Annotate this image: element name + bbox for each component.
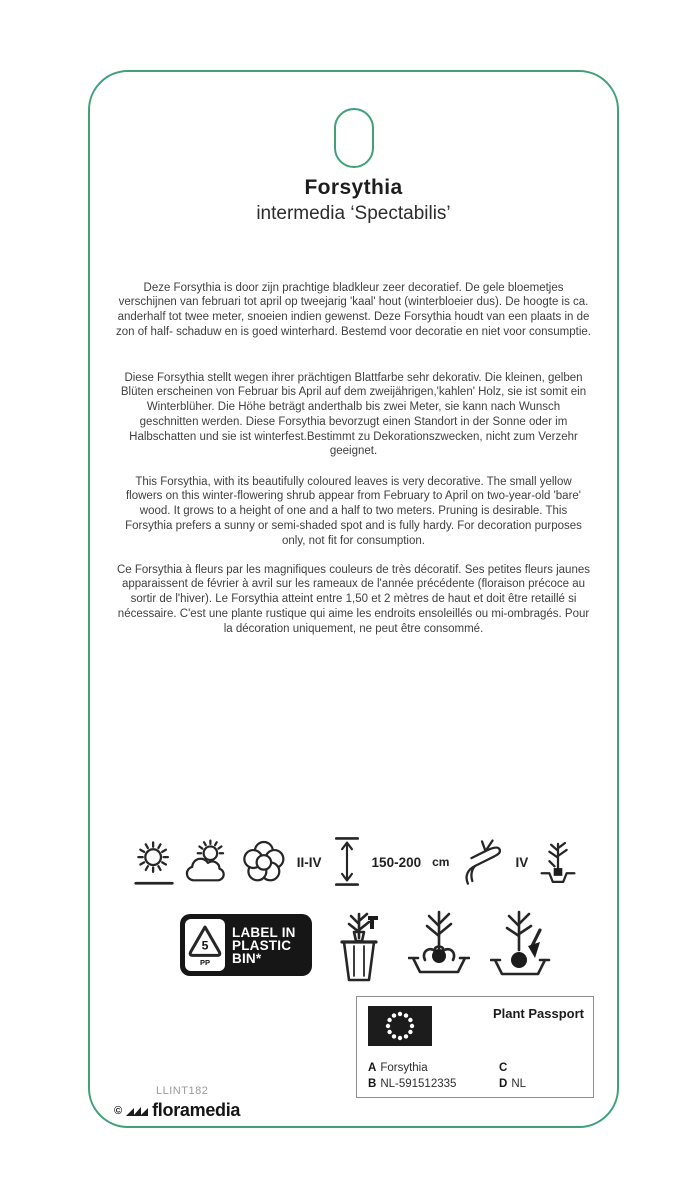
height-unit: cm	[432, 855, 450, 869]
print-code: LLINT182	[156, 1085, 209, 1097]
passport-field-d: D NL	[499, 1078, 527, 1090]
plant-with-trowel-icon	[490, 904, 552, 986]
eu-flag-icon	[368, 1006, 432, 1046]
copyright-symbol: ©	[114, 1104, 123, 1117]
passport-field-c: C	[499, 1062, 508, 1074]
plant-passport-title: Plant Passport	[492, 1006, 584, 1021]
passport-field-b: B NL-591512335	[368, 1078, 457, 1090]
label-in-plastic-bin-badge	[180, 914, 312, 976]
description-german: Diese Forsythia stellt wegen ihrer prächtigen Blattfarbe sehr dekorativ. Die kleinen, gelben Blüten erscheinen von Februar bis April auf dem zweijährigen,'kahlen' Holz, sie ist somit ein Winterblüher. Die Höhe beträgt anderthalb bis zwei Meter, sie kann nach Wunsch geschnitten werden. Diese Forsythia bevorzugt einen Standort in der Sonne oder im Halbschatten und sie ist winterfest.Bestimmt zu Dekorationszwecken, nicht zum Verzehr geeignet.	[120, 371, 587, 458]
plant-genus-title: Forsythia	[304, 176, 403, 199]
plant-passport-box	[356, 996, 594, 1098]
description-dutch: Deze Forsythia is door zijn prachtige bladkleur zeer decoratief. De gele bloemetjes verschijnen van februari tot april op tweejarig 'kaal' hout (winterbloeier dus). De hoogte is ca. anderhalf tot twee meter, snoeien indien gewenst. Deze Forsythia houdt van een plaats in de zon of half- schaduw en is goed winterhard. Bestemd voor decoratie en niet voor consumptie.	[116, 281, 591, 338]
plant-label-card	[88, 70, 619, 1128]
plant-rootball-in-soil-icon	[408, 904, 470, 986]
hanging-hole	[334, 108, 374, 168]
passport-field-a: A Forsythia	[368, 1062, 428, 1074]
planted-shrub-icon	[539, 837, 577, 887]
brand-name: floramedia	[152, 1100, 241, 1120]
full-sun-icon	[134, 838, 174, 887]
height-value: 150-200	[371, 854, 422, 870]
pruning-shears-icon	[460, 837, 504, 886]
plastic-bin-text: LABEL IN PLASTIC BIN*	[232, 924, 296, 966]
floramedia-logo	[114, 1100, 240, 1121]
svg-text:5: 5	[201, 938, 209, 953]
soak-plant-in-bucket-icon	[330, 904, 388, 986]
flower-icon	[240, 839, 286, 885]
plant-passport-fields	[368, 1062, 585, 1090]
pruning-period-value: IV	[515, 854, 529, 870]
recycling-triangle-icon	[188, 922, 222, 968]
floramedia-leaf-icon	[125, 1102, 149, 1120]
description-french: Ce Forsythia à fleurs par les magnifiques couleurs de très décoratif. Ses petites fleurs jaunes apparaissent de février à avril sur les rameaux de l'année précédente (floraison précoce au sortir de l'hiver). Le Forsythia atteint entre 1,50 et 2 mètres de haut et doit être retaillé si nécessaire. C'est une plante rustique qui aime les endroits ensoleillés ou mi-ombragés. Pour la décoration uniquement, ne peut être consommé.	[116, 563, 590, 635]
svg-text:PP: PP	[199, 957, 211, 967]
plant-cultivar-subtitle: intermedia ‘Spectabilis’	[256, 203, 451, 224]
description-english: This Forsythia, with its beautifully coloured leaves is very decorative. The small yellow flowers on this winter-flowering shrub appear from February to April on two-year-old 'bare' wood. It grows to a height of one and a half to two meters. Pruning is desirable. This Forsythia prefers a sunny or semi-shaded spot and is fully hardy. For decoration purposes only, not fit for consumption.	[125, 475, 582, 547]
flowering-period-value: II-IV	[296, 854, 322, 870]
planting-instruction-icons	[330, 904, 552, 986]
partial-shade-icon	[185, 838, 229, 885]
height-arrow-icon	[333, 836, 361, 887]
recycling-code-panel	[185, 919, 225, 971]
care-icon-row	[124, 822, 587, 902]
